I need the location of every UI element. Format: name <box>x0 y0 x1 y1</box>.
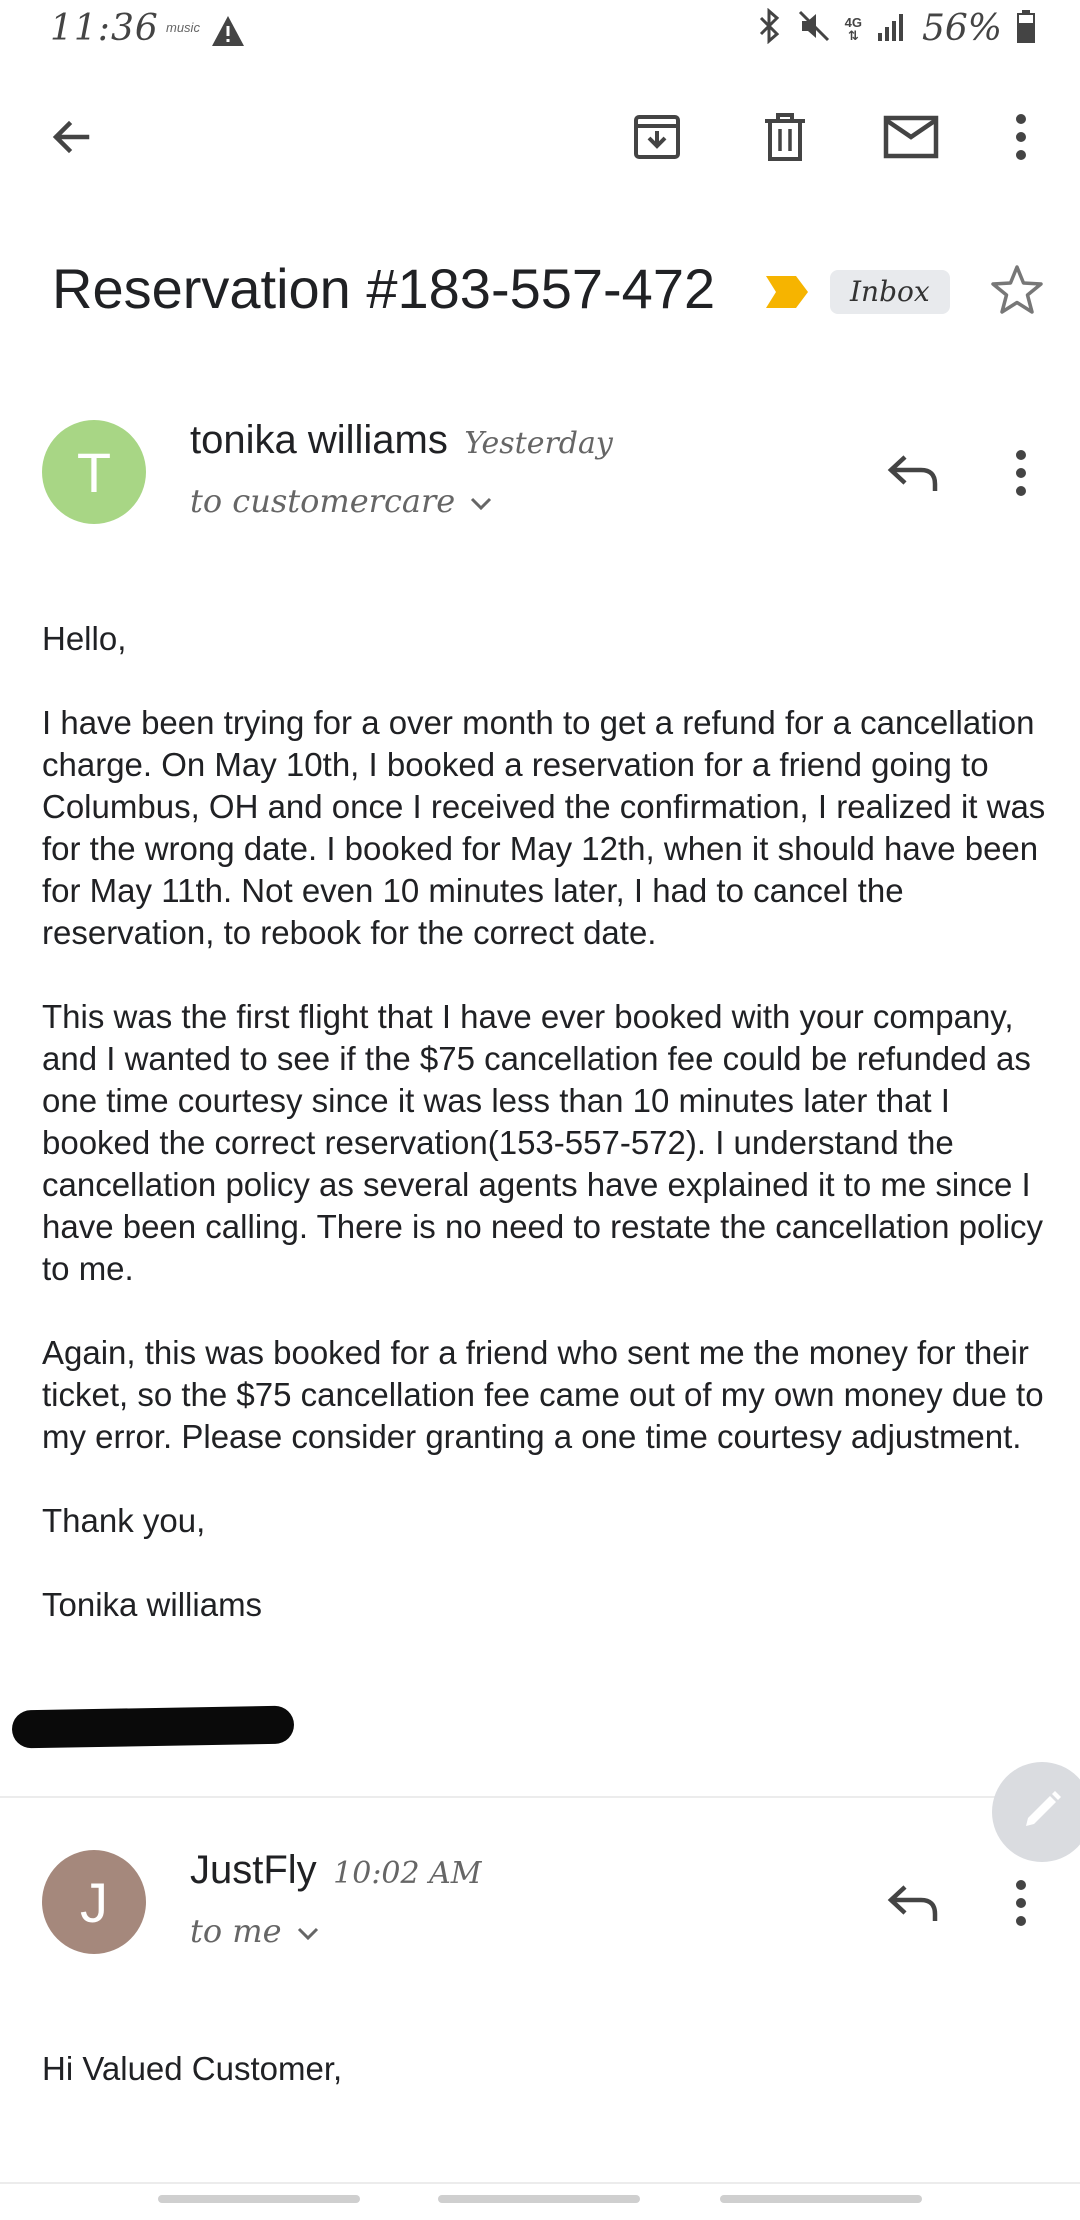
message-more-button[interactable] <box>976 428 1066 518</box>
recipient-label: to me <box>190 1912 282 1950</box>
message-divider <box>0 1796 1080 1798</box>
sender-name: JustFly <box>190 1848 317 1892</box>
reply-button[interactable] <box>868 428 958 518</box>
status-bar <box>0 0 1080 64</box>
pencil-icon <box>1020 1788 1064 1837</box>
mark-unread-button[interactable] <box>866 92 956 182</box>
inbox-label-chip[interactable]: Inbox <box>830 270 950 314</box>
back-arrow-icon <box>47 113 95 161</box>
bluetooth-icon <box>755 8 783 49</box>
archive-button[interactable] <box>612 92 702 182</box>
message-time: Yesterday <box>464 426 613 461</box>
sender-line <box>190 1848 482 1893</box>
body-paragraph: Hello, <box>42 620 127 657</box>
redaction-scribble <box>12 1706 295 1749</box>
signature: Tonika williams <box>42 1586 263 1623</box>
sender-line <box>190 418 613 463</box>
reply-icon <box>887 453 939 493</box>
mail-icon <box>883 115 939 159</box>
more-options-button[interactable] <box>976 92 1066 182</box>
delete-button[interactable] <box>740 92 830 182</box>
archive-icon <box>631 111 683 163</box>
network-type-label: 4G <box>844 14 862 30</box>
nav-bar-indicator <box>158 2195 360 2203</box>
body-paragraph: I have been trying for a over month to get a refund for a cancellation charge. On May 10th, I booked a reservation for a friend going to Columbus, OH and once I received the confirmation, I realized it was for the wrong date. I booked for May 12th, when it should have been for May 11th. Not even 10 minutes later, I had to cancel the reservation, to rebook for the correct date. <box>42 704 1046 951</box>
body-paragraph: Thank you, <box>42 1502 206 1539</box>
sender-name: tonika williams <box>190 418 448 462</box>
compose-button[interactable] <box>992 1762 1080 1862</box>
warning-icon <box>210 14 246 53</box>
delete-icon <box>761 111 809 163</box>
nav-bar-indicator <box>438 2195 640 2203</box>
more-vert-icon <box>1015 1880 1027 1926</box>
message-more-button[interactable] <box>976 1858 1066 1948</box>
important-marker-icon[interactable] <box>764 274 810 315</box>
status-indicators <box>755 8 1036 49</box>
chevron-down-icon <box>469 482 493 520</box>
recipient-details-toggle[interactable] <box>190 482 493 520</box>
network-4g-icon: 4G ⇅ <box>844 14 862 43</box>
star-icon[interactable] <box>990 264 1044 321</box>
sender-avatar[interactable]: J <box>42 1850 146 1954</box>
reply-button[interactable] <box>868 1858 958 1948</box>
message-time: 10:02 AM <box>333 1856 482 1891</box>
reply-icon <box>887 1883 939 1923</box>
more-vert-icon <box>1015 450 1027 496</box>
email-subject: Reservation #183-557-472 <box>52 257 716 320</box>
recipient-label: to customercare <box>190 482 456 520</box>
recipient-details-toggle[interactable] <box>190 1912 320 1950</box>
nav-bar-indicator <box>720 2195 922 2203</box>
message-body-preview: Hi Valued Customer, <box>42 2050 343 2087</box>
music-app-label: music <box>166 20 200 35</box>
message-body <box>42 618 1052 1626</box>
status-time: 11:36 <box>50 8 159 49</box>
sender-avatar[interactable]: T <box>42 420 146 524</box>
bottom-divider <box>0 2182 1080 2184</box>
back-button[interactable] <box>26 92 116 182</box>
battery-percent: 56% <box>921 8 1002 49</box>
body-paragraph: This was the first flight that I have ever booked with your company, and I wanted to see if the $75 cancellation fee could be refunded as one time courtesy since it was less than 10 minutes later that I booked the correct reservation(153-557-572). I understand the cancellation policy as several agents have explained it to me since I have been calling. There is no need to restate the cancellation policy to me. <box>42 998 1044 1287</box>
more-vert-icon <box>1015 114 1027 160</box>
chevron-down-icon <box>296 1912 320 1950</box>
battery-icon <box>1016 9 1036 48</box>
signal-icon <box>876 11 908 46</box>
body-paragraph: Again, this was booked for a friend who sent me the money for their ticket, so the $75 cancellation fee came out of my own money due to my error. Please consider granting a one time courtesy adjustment. <box>42 1334 1044 1455</box>
mute-icon <box>797 9 831 48</box>
